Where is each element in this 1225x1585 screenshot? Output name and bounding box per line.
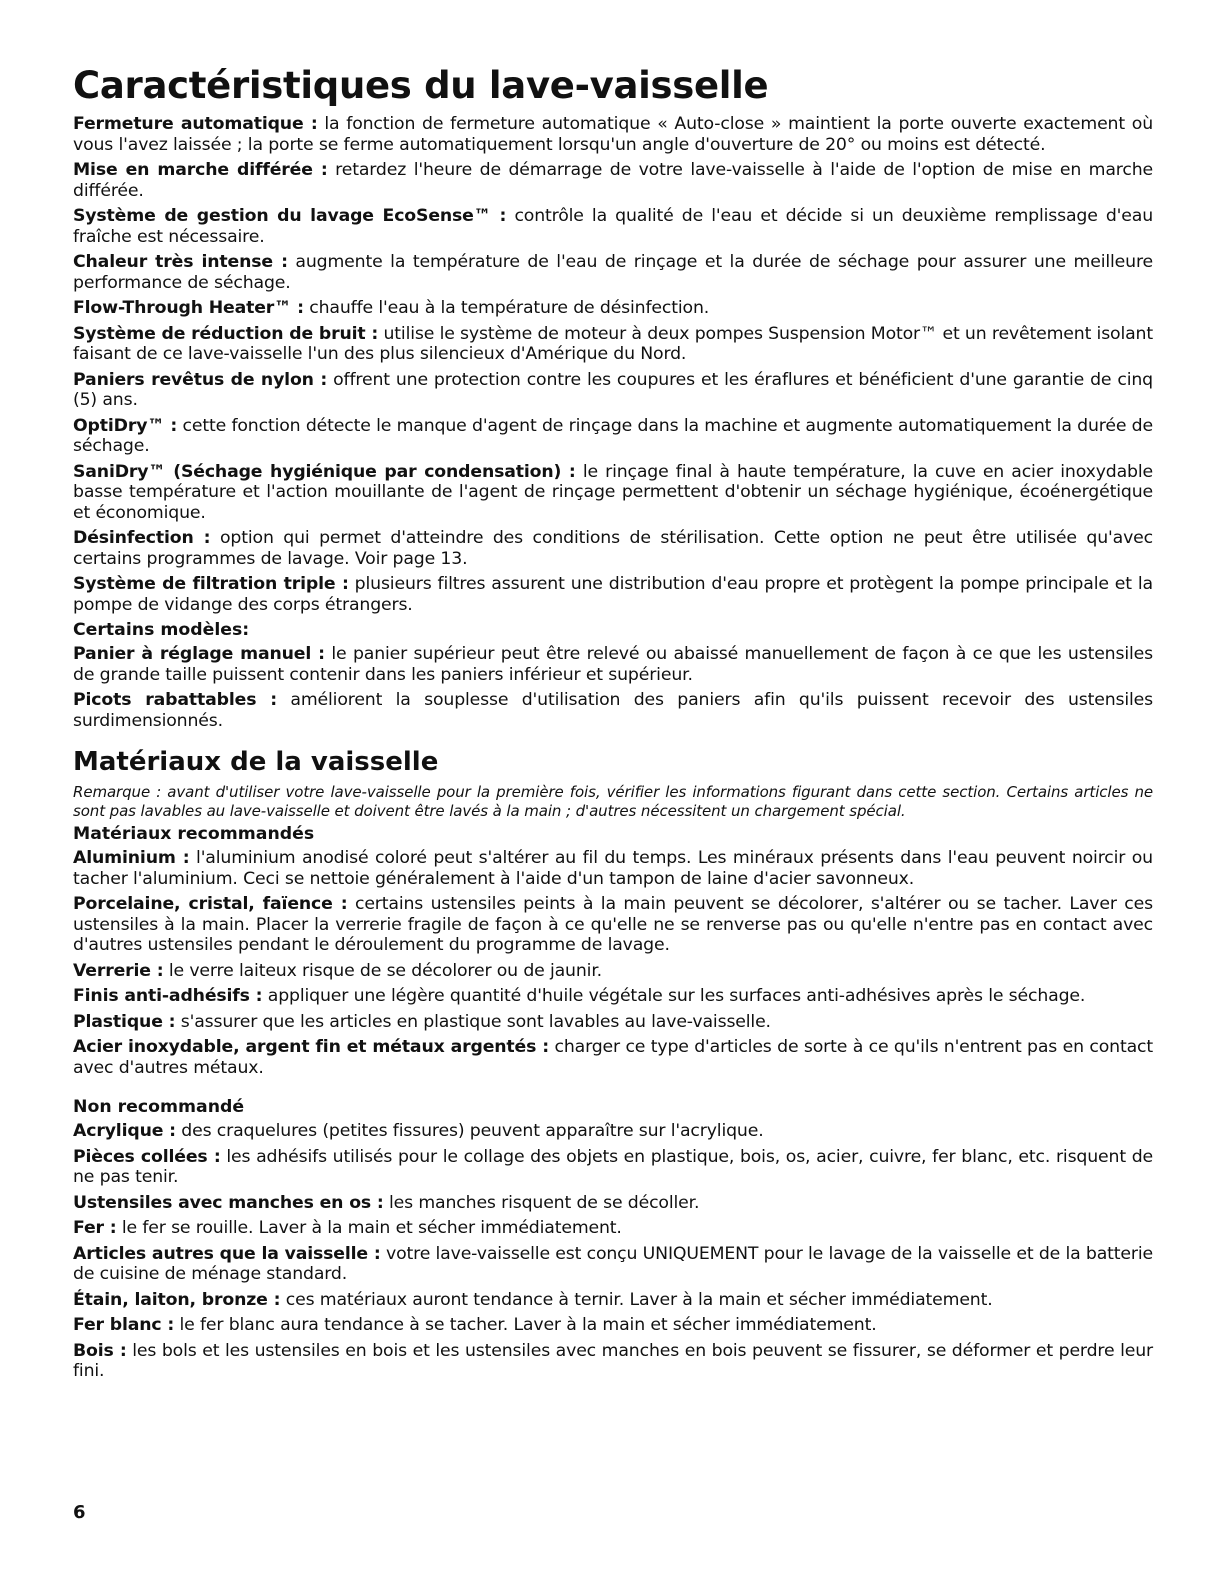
item-description: chauffe l'eau à la température de désinfection. [303,298,710,318]
item-description: cette fonction détecte le manque d'agent de rinçage dans la machine et augmente automatiquement la durée de séchage. [73,415,1153,456]
not-recommended-item [73,1290,1153,1311]
item-term: OptiDry™ : [73,415,178,436]
item-term: Flow-Through Heater™ : [73,298,304,318]
item-description: utilise le système de moteur à deux pompes Suspension Motor™ et un revêtement isolant faisant de ce lave-vaisselle l'un des plus silencieux d'Amérique du Nord. [73,323,1153,364]
item-description: s'assurer que les articles en plastique sont lavables au lave-vaisselle. [175,1011,771,1032]
materials-note: Remarque : avant d'utiliser votre lave-vaisselle pour la première fois, vérifier les informations figurant dans cette section. Certains articles ne sont pas lavables au lave-vaisselle et doivent être lavés à la main ; d'autres nécessitent un chargement spécial. [73,783,1153,820]
feature-item [73,252,1153,293]
item-description: le verre laiteux risque de se décolorer ou de jaunir. [163,960,603,981]
item-term: Fer blanc : [73,1315,175,1335]
feature-item [73,324,1153,365]
feature-item [73,298,1153,319]
item-term: Chaleur très intense : [73,252,288,272]
feature-item [73,206,1153,247]
item-description: les bols et les ustensiles en bois et les ustensiles avec manches en bois peuvent se fissurer, se déformer et perdre leur fini. [73,1340,1153,1381]
recommended-heading: Matériaux recommandés [73,824,315,844]
item-description: appliquer une légère quantité d'huile végétale sur les surfaces anti-adhésives après le séchage. [262,986,1086,1006]
item-term: Système de réduction de bruit : [73,323,379,344]
certain-model-item [73,644,1153,685]
item-description: le fer blanc aura tendance à se tacher. Laver à la main et sécher immédiatement. [174,1315,877,1335]
item-term: Bois : [73,1340,127,1361]
item-description: des craquelures (petites fissures) peuvent apparaître sur l'acrylique. [175,1121,764,1141]
certain-model-item [73,690,1153,731]
feature-item [73,370,1153,411]
not-recommended-heading: Non recommandé [73,1097,245,1117]
document-page [73,62,1153,1387]
not-recommended-item [73,1193,1153,1214]
item-term: Fermeture automatique : [73,114,318,134]
item-description: améliorent la souplesse d'utilisation des paniers afin qu'ils puissent recevoir des ustensiles surdimensionnés. [73,690,1153,731]
item-term: Désinfection : [73,528,211,548]
item-term: Verrerie : [73,960,164,981]
not-recommended-item [73,1121,1153,1142]
item-description: la fonction de fermeture automatique « Auto-close » maintient la porte ouverte exactement où vous l'avez laissée ; la porte se ferme automatiquement lorsqu'un angle d'ouverture de 20° ou moins est détecté. [73,114,1153,155]
page-number: 6 [73,1502,86,1523]
item-description: le rinçage final à haute température, la cuve en acier inoxydable basse température et l'action mouillante de l'agent de rinçage permettent d'obtenir un séchage hygiénique, écoénergétique et économique. [73,461,1153,523]
item-description: les adhésifs utilisés pour le collage des objets en plastique, bois, os, acier, cuivre, fer blanc, etc. risquent de ne pas tenir. [73,1146,1153,1187]
materials-title: Matériaux de la vaisselle [73,747,439,777]
item-description: plusieurs filtres assurent une distribution d'eau propre et protègent la pompe principale et la pompe de vidange des corps étrangers. [73,574,1153,615]
item-term: Ustensiles avec manches en os : [73,1192,384,1213]
not-recommended-item [73,1244,1153,1285]
item-description: ces matériaux auront tendance à ternir. Laver à la main et sécher immédiatement. [280,1289,993,1310]
item-term: Étain, laiton, bronze : [73,1289,281,1310]
item-term: Paniers revêtus de nylon : [73,369,328,390]
item-term: Articles autres que la vaisselle : [73,1243,381,1264]
item-term: Plastique : [73,1011,176,1032]
not-recommended-item [73,1218,1153,1239]
recommended-item [73,1012,1153,1033]
item-description: le fer se rouille. Laver à la main et sécher immédiatement. [116,1218,622,1238]
item-term: Acier inoxydable, argent fin et métaux argentés : [73,1037,549,1057]
recommended-list [73,848,1153,1078]
item-term: Finis anti-adhésifs : [73,986,263,1006]
recommended-item [73,1037,1153,1078]
feature-item [73,114,1153,155]
recommended-item [73,961,1153,982]
item-description: contrôle la qualité de l'eau et décide si un deuxième remplissage d'eau fraîche est nécessaire. [73,206,1153,247]
item-term: Pièces collées : [73,1146,221,1167]
item-term: Aluminium : [73,848,190,868]
item-term: Acrylique : [73,1121,176,1141]
feature-item [73,574,1153,615]
feature-item [73,528,1153,569]
item-description: les manches risquent de se décoller. [383,1192,700,1213]
item-description: retardez l'heure de démarrage de votre lave-vaisselle à l'aide de l'option de mise en marche différée. [73,160,1153,201]
page-title: Caractéristiques du lave-vaisselle [73,64,769,107]
feature-item [73,462,1153,524]
item-term: Porcelaine, cristal, faïence : [73,894,348,914]
item-description: offrent une protection contre les coupures et les éraflures et bénéficient d'une garantie de cinq (5) ans. [73,369,1154,410]
item-term: Fer : [73,1218,117,1238]
not-recommended-list [73,1121,1153,1382]
not-recommended-item [73,1341,1153,1382]
item-description: charger ce type d'articles de sorte à ce qu'ils n'entrent pas en contact avec d'autres métaux. [73,1037,1154,1078]
feature-item [73,416,1153,457]
item-term: Mise en marche différée : [73,160,328,180]
item-term: SaniDry™ (Séchage hygiénique par condensation) : [73,461,576,482]
item-description: option qui permet d'atteindre des conditions de stérilisation. Cette option ne peut être utilisée qu'avec certains programmes de lavage. Voir page 13. [73,528,1153,569]
item-term: Système de filtration triple : [73,574,349,594]
item-description: le panier supérieur peut être relevé ou abaissé manuellement de façon à ce que les ustensiles de grande taille puissent contenir dans les paniers inférieur et supérieur. [73,644,1153,685]
feature-item [73,160,1153,201]
recommended-item [73,848,1153,889]
not-recommended-item [73,1315,1153,1336]
item-description: l'aluminium anodisé coloré peut s'altérer au fil du temps. Les minéraux présents dans l'eau peuvent noircir ou tacher l'aluminium. Ceci se nettoie généralement à l'aide d'un tampon de laine d'acier savonneux. [73,848,1153,889]
not-recommended-item [73,1147,1153,1188]
section-gap [73,1083,1153,1097]
certain-models-heading: Certains modèles: [73,620,250,640]
recommended-item [73,986,1153,1007]
recommended-item [73,894,1153,956]
item-description: certains ustensiles peints à la main peuvent se décolorer, s'altérer ou se tacher. Laver ces ustensiles à la main. Placer la verrerie fragile de façon à ce qu'elle ne se renverse pas ou qu'elle n'entre pas en contact avec d'autres ustensiles pendant le déroulement du programme de lavage. [73,894,1153,955]
item-description: votre lave-vaisselle est conçu UNIQUEMENT pour le lavage de la vaisselle et de la batterie de cuisine de ménage standard. [73,1243,1153,1284]
item-term: Système de gestion du lavage EcoSense™ : [73,206,507,226]
item-term: Picots rabattables : [73,690,278,710]
item-term: Panier à réglage manuel : [73,644,325,664]
features-list [73,114,1153,615]
item-description: augmente la température de l'eau de rinçage et la durée de séchage pour assurer une meilleure performance de séchage. [73,252,1153,293]
certain-models-list [73,644,1153,731]
